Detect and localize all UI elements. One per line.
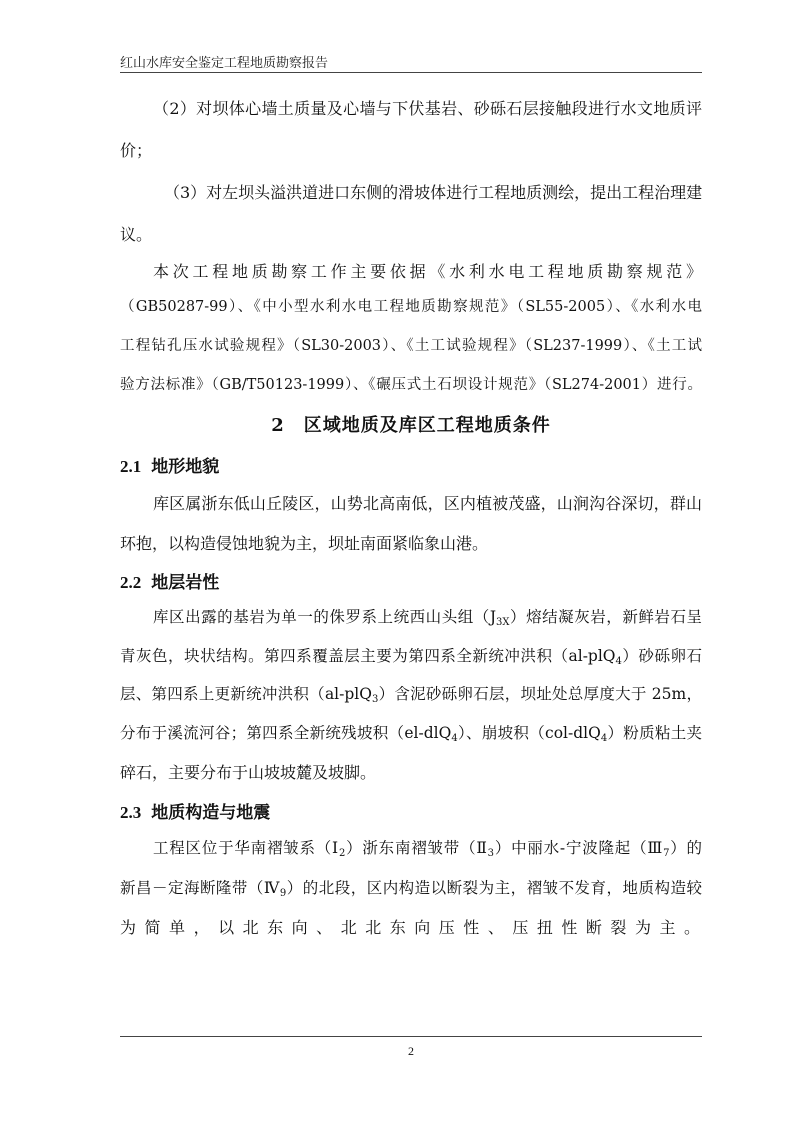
s21-line1: 库区属浙东低山丘陵区，山势北高南低，区内植被茂盛，山涧沟谷深切，群山 (153, 494, 702, 513)
section-2-1-title: 地形地貌 (151, 457, 220, 477)
s21-line2: 环抱，以构造侵蚀地貌为主，坝址南面紧临象山港。 (120, 534, 489, 553)
section-2-2-title: 地层岩性 (151, 573, 220, 593)
basis-line4: 验方法标准》（GB/T50123-1999）、《碾压式土石坝设计规范》（SL274-2001）进行。 (120, 377, 702, 393)
section-2-2-heading (120, 568, 219, 593)
basis-line2: （GB50287-99）、《中小型水利水电工程地质勘察规范》（SL55-2005）、《水利水电 (120, 299, 702, 315)
footer-rule (120, 1036, 702, 1037)
basis-line1: 本次工程地质勘察工作主要依据《水利水电工程地质勘察规范》 (153, 262, 702, 281)
page-number: 2 (408, 1044, 414, 1058)
s22-line4: 分布于溪流河谷；第四系全新统残坡积（el-dlQ$_4$）、崩坡积（col-dlQ$_4$）粉质粘土夹 (120, 724, 702, 744)
section-2-2-number: 2.2 (120, 573, 142, 592)
s22-line5: 碎石，主要分布于山坡坡麓及坡脚。 (120, 763, 377, 782)
header-rule (120, 72, 702, 73)
s22-line3: 层、第四系上更新统冲洪积（al-plQ$_3$）含泥砂砾卵石层，坝址处总厚度大于 25m， (120, 685, 702, 705)
s22-line2: 青灰色，块状结构。第四系覆盖层主要为第四系全新统冲洪积（al-plQ$_4$）砂砾卵石 (120, 647, 702, 667)
section-2-1-heading (120, 452, 219, 477)
s23-line1: 工程区位于华南褶皱系$(Ⅰ_2)$浙东南褶皱带$(Ⅱ_3)$中丽水-宁波隆起$(Ⅲ_7)$的 (153, 839, 703, 859)
section-2-3-number: 2.3 (120, 803, 142, 822)
basis-line3: 工程钻孔压水试验规程》（SL30-2003）、《土工试验规程》（SL237-1999）、《土工试 (120, 338, 702, 354)
s22-line1: 库区出露的基岩为单一的侏罗系上统西山头组$(J_{3X})$熔结凝灰岩，新鲜岩石呈 (153, 608, 702, 628)
intro-item2-line1: （2）对坝体心墙土质量及心墙与下伏基岩、砂砾石层接触段进行水文地质评 (153, 99, 702, 118)
s23-line2: 新昌－定海断隆带$(Ⅳ_9)$的北段，区内构造以断裂为主，褶皱不发育，地质构造较 (120, 879, 702, 899)
section-2-title: 2 区域地质及库区工程地质条件 (271, 415, 551, 436)
intro-item3-line2: 议。 (120, 225, 153, 244)
section-2-3-heading (120, 798, 270, 823)
s23-line3: 为简单，以北东向、北北东向压性、压扭性断裂为主。 (120, 918, 702, 937)
section-2-1-number: 2.1 (120, 457, 142, 476)
section-2-3-title: 地质构造与地震 (151, 803, 271, 823)
page-header: 红山水库安全鉴定工程地质勘察报告 (120, 56, 329, 71)
intro-item2-line2: 价； (120, 141, 153, 160)
intro-item3-line1: （3）对左坝头溢洪道进口东侧的滑坡体进行工程地质测绘，提出工程治理建 (164, 183, 703, 202)
